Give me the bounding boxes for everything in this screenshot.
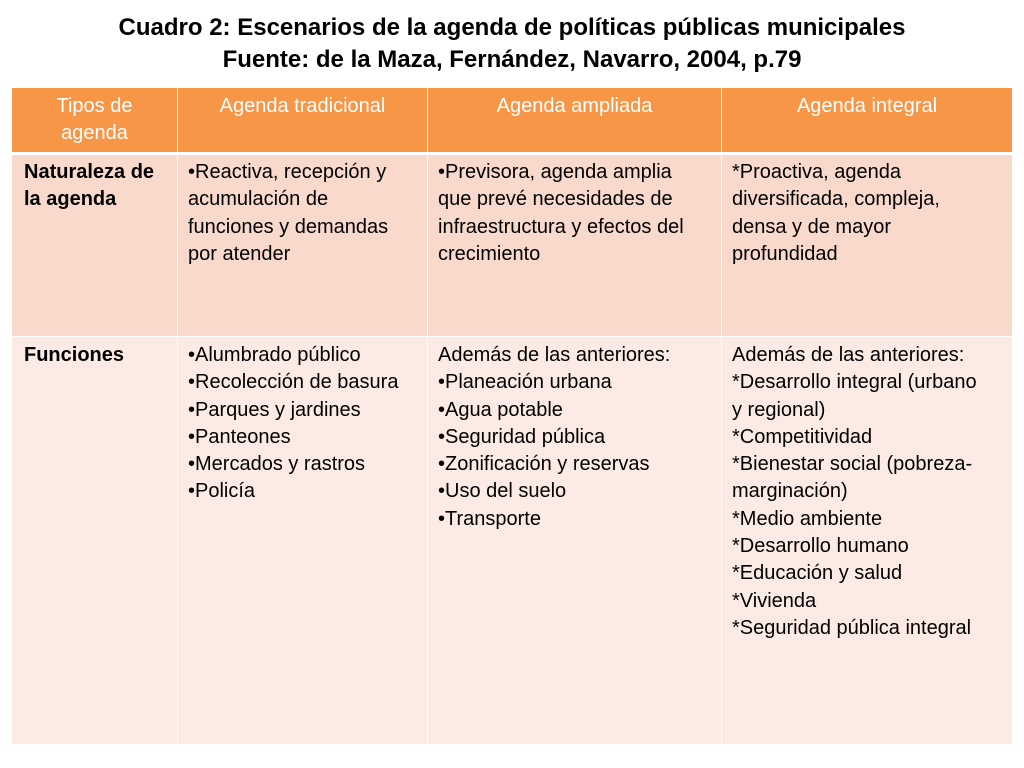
header-label: Agenda integral — [796, 95, 938, 117]
row-label-cell-funciones — [12, 337, 178, 744]
slide-source: Fuente: de la Maza, Fernández, Navarro, 2004, p.79 — [222, 46, 802, 73]
row-label: Funciones — [24, 344, 125, 366]
list-item: •Planeación urbana — [438, 371, 612, 394]
list-item: •Policía — [188, 480, 256, 503]
list-item: •Previsora, agenda amplia que prevé necesidades de infraestructura y efectos del crecimiento — [438, 161, 684, 265]
list-item: *Vivienda — [732, 589, 817, 612]
list-item: *Medio ambiente — [732, 507, 883, 530]
cell-intro-text: Además de las anteriores: — [732, 344, 965, 366]
cell-funciones-integral — [722, 337, 1012, 744]
list-item: •Zonificación y reservas — [438, 453, 650, 476]
header-label: Agenda tradicional — [219, 95, 386, 117]
list-item: •Transporte — [438, 507, 541, 530]
list-item: •Mercados y rastros — [188, 453, 366, 476]
row-label: Naturaleza de la agenda — [24, 161, 155, 211]
list-item: •Panteones — [188, 425, 291, 448]
header-cell-agenda-ampliada — [428, 88, 722, 155]
list-item: *Proactiva, agenda diversificada, compleja, densa y de mayor profundidad — [732, 161, 940, 265]
agenda-table — [12, 88, 1012, 744]
cell-naturaleza-ampliada — [428, 155, 722, 337]
list-item: •Agua potable — [438, 398, 563, 421]
header-cell-agenda-integral — [722, 88, 1012, 155]
cell-naturaleza-integral — [722, 155, 1012, 337]
list-item: *Desarrollo humano — [732, 535, 909, 558]
header-cell-agenda-tradicional — [178, 88, 428, 155]
list-item: •Recolección de basura — [188, 371, 399, 394]
list-item: *Educación y salud — [732, 562, 903, 585]
slide-title: Cuadro 2: Escenarios de la agenda de políticas públicas municipales — [118, 14, 906, 41]
cell-naturaleza-tradicional — [178, 155, 428, 337]
cell-intro-text: Además de las anteriores: — [438, 344, 671, 366]
list-item: *Competitividad — [732, 425, 873, 448]
cell-funciones-ampliada — [428, 337, 722, 744]
list-item: *Desarrollo integral (urbano y regional) — [732, 371, 977, 421]
list-item: •Seguridad pública — [438, 425, 606, 448]
list-item: •Alumbrado público — [188, 344, 361, 366]
list-item: •Uso del suelo — [438, 480, 567, 503]
list-item: •Parques y jardines — [188, 398, 361, 421]
header-cell-tipos-de-agenda — [12, 88, 178, 155]
header-label: Tipos de agenda — [56, 95, 133, 145]
slide-title-block — [0, 12, 1024, 76]
header-label: Agenda ampliada — [496, 95, 653, 117]
cell-funciones-tradicional — [178, 337, 428, 744]
list-item: •Reactiva, recepción y acumulación de funciones y demandas por atender — [188, 161, 389, 265]
row-label-cell-naturaleza — [12, 155, 178, 337]
list-item: *Seguridad pública integral — [732, 616, 972, 639]
list-item: *Bienestar social (pobreza-marginación) — [732, 453, 973, 503]
